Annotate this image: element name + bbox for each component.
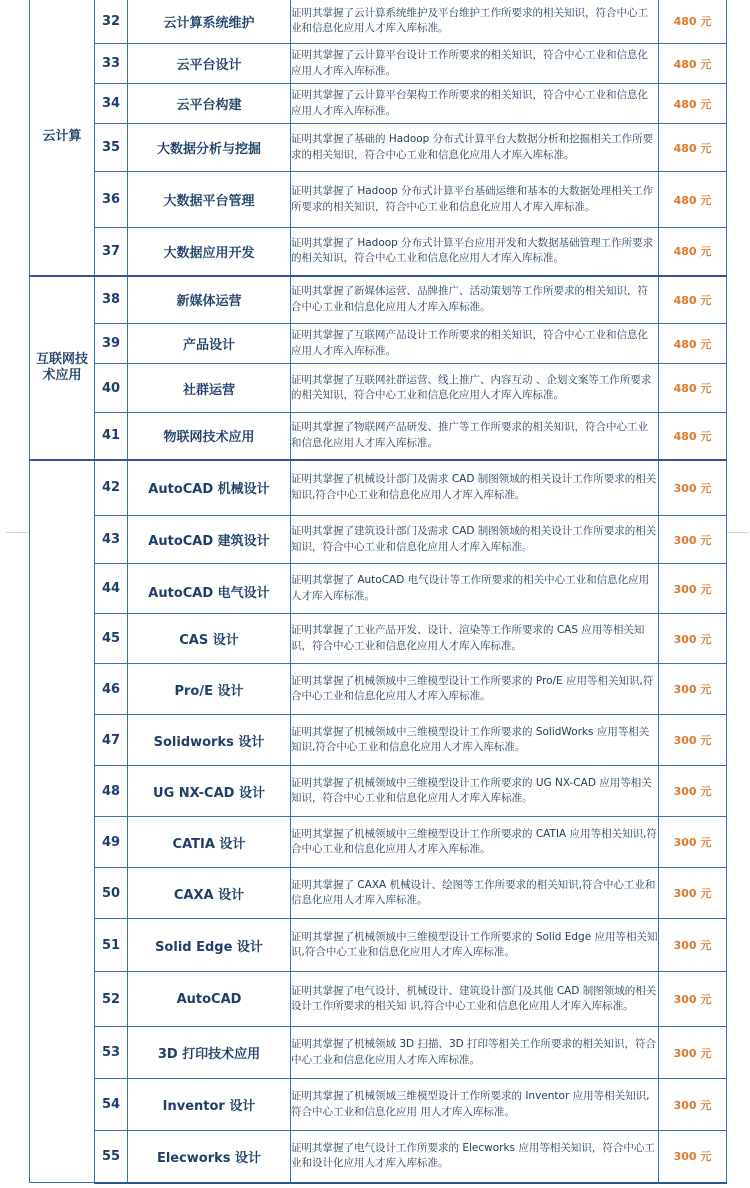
item-name: Pro/E 设计 [128, 664, 291, 715]
item-description: 证明其掌握了机械领域中三维模型设计工作所要求的 SolidWorks 应用等相关知识,符合中心工业和信息化应用人才库入库标准。 [291, 715, 659, 766]
item-description: 证明其掌握了机械设计部门及需求 CAD 制图领域的相关设计工作所要求的相关知识,符合中心工业和信息化应用人才库入库标准。 [291, 460, 659, 516]
item-price: 480 元 [659, 0, 727, 44]
item-name: CAS 设计 [128, 614, 291, 664]
table-row [30, 564, 727, 614]
table-row [30, 84, 727, 124]
item-price: 480 元 [659, 84, 727, 124]
item-name: AutoCAD 机械设计 [128, 460, 291, 516]
item-price: 300 元 [659, 460, 727, 516]
item-price: 300 元 [659, 766, 727, 817]
item-number: 39 [95, 324, 128, 364]
item-price: 300 元 [659, 919, 727, 972]
item-description: 证明其掌握了互联网社群运营、线上推广、内容互动 、企划文案等工作所要求的相关知识，符合中心工业和信息化应用人才库入库标准。 [291, 364, 659, 413]
item-price: 300 元 [659, 1027, 727, 1079]
item-number: 47 [95, 715, 128, 766]
item-name: 大数据平台管理 [128, 172, 291, 228]
item-description: 证明其掌握了云计算平台设计工作所要求的相关知识，符合中心工业和信息化应用人才库入库标准。 [291, 44, 659, 84]
table-row [30, 124, 727, 172]
item-description: 证明其掌握了互联网产品设计工作所要求的相关知识，符合中心工业和信息化应用人才库入库标准。 [291, 324, 659, 364]
item-number: 49 [95, 817, 128, 868]
item-price: 300 元 [659, 1131, 727, 1183]
item-price: 480 元 [659, 413, 727, 460]
table-row [30, 919, 727, 972]
item-price: 300 元 [659, 972, 727, 1027]
item-price: 480 元 [659, 324, 727, 364]
item-description: 证明其掌握了建筑设计部门及需求 CAD 制图领域的相关设计工作所要求的相关知识，符合中心工业和信息化应用人才库入库标准。 [291, 516, 659, 564]
item-name: 新媒体运营 [128, 276, 291, 324]
table-row [30, 0, 727, 44]
item-price: 480 元 [659, 172, 727, 228]
item-description: 证明其掌握了电气设计工作所要求的 Elecworks 应用等相关知识，符合中心工业和设计化应用人才库入库标准。 [291, 1131, 659, 1183]
item-price: 480 元 [659, 228, 727, 276]
item-price: 300 元 [659, 1079, 727, 1131]
item-name: AutoCAD [128, 972, 291, 1027]
item-number: 41 [95, 413, 128, 460]
item-name: 云计算系统维护 [128, 0, 291, 44]
item-number: 37 [95, 228, 128, 276]
item-number: 36 [95, 172, 128, 228]
item-description: 证明其掌握了云计算平台架构工作所要求的相关知识，符合中心工业和信息化应用人才库入库标准。 [291, 84, 659, 124]
item-description: 证明其掌握了 AutoCAD 电气设计等工作所要求的相关中心工业和信息化应用人才库入库标准。 [291, 564, 659, 614]
item-description: 证明其掌握了机械领域中三维模型设计工作所要求的 Solid Edge 应用等相关知识,符合中心工业和信息化应用人才库入库标准。 [291, 919, 659, 972]
item-description: 证明其掌握了 Hadoop 分布式计算平台基础运维和基本的大数据处理相关工作所要求的相关知识，符合中心工业和信息化应用人才库入库标准。 [291, 172, 659, 228]
table-row [30, 972, 727, 1027]
table-row [30, 1131, 727, 1183]
item-description: 证明其掌握了机械领域三维模型设计工作所要求的 Inventor 应用等相关知识,符合中心工业和信息化应用 用人才库入库标准。 [291, 1079, 659, 1131]
item-number: 43 [95, 516, 128, 564]
item-description: 证明其掌握了工业产品开发、设计、渲染等工作所要求的 CAS 应用等相关知识，符合中心工业和信息化应用人才库入库标准。 [291, 614, 659, 664]
item-number: 42 [95, 460, 128, 516]
item-number: 50 [95, 868, 128, 919]
item-price: 480 元 [659, 124, 727, 172]
item-description: 证明其掌握了机械领域中三维模型设计工作所要求的 Pro/E 应用等相关知识,符合中心工业和信息化应用人才库入库标准。 [291, 664, 659, 715]
table-row [30, 868, 727, 919]
item-number: 38 [95, 276, 128, 324]
table-row [30, 460, 727, 516]
item-price: 300 元 [659, 868, 727, 919]
item-name: 云平台构建 [128, 84, 291, 124]
table-row [30, 413, 727, 460]
page-edge-mark-left [6, 532, 28, 533]
category-cell: 互联网技术应用 [30, 276, 95, 460]
item-name: 物联网技术应用 [128, 413, 291, 460]
item-number: 46 [95, 664, 128, 715]
item-price: 480 元 [659, 364, 727, 413]
item-name: UG NX-CAD 设计 [128, 766, 291, 817]
item-description: 证明其掌握了机械领域中三维模型设计工作所要求的 CATIA 应用等相关知识,符合中心工业和信息化应用人才库入库标准。 [291, 817, 659, 868]
table-row [30, 817, 727, 868]
table-row [30, 172, 727, 228]
table-row [30, 276, 727, 324]
item-name: 3D 打印技术应用 [128, 1027, 291, 1079]
item-price: 300 元 [659, 516, 727, 564]
item-name: 云平台设计 [128, 44, 291, 84]
item-number: 35 [95, 124, 128, 172]
item-number: 51 [95, 919, 128, 972]
item-name: Inventor 设计 [128, 1079, 291, 1131]
item-description: 证明其掌握了电气设计、机械设计、建筑设计部门及其他 CAD 制图领域的相关设计工作所要求的相关知 识,符合中心工业和信息化应用人才库入库标准。 [291, 972, 659, 1027]
table-row [30, 664, 727, 715]
page-edge-mark-right [727, 532, 749, 533]
item-description: 证明其掌握了新媒体运营、品牌推广、活动策划等工作所要求的相关知识，符合中心工业和信息化应用人才库入库标准。 [291, 276, 659, 324]
item-number: 45 [95, 614, 128, 664]
item-description: 证明其掌握了云计算系统维护及平台维护工作所要求的相关知识，符合中心工业和信息化应用人才库入库标准。 [291, 0, 659, 44]
item-price: 300 元 [659, 664, 727, 715]
item-number: 32 [95, 0, 128, 44]
item-number: 54 [95, 1079, 128, 1131]
table-row [30, 766, 727, 817]
item-description: 证明其掌握了基础的 Hadoop 分布式计算平台大数据分析和挖掘相关工作所要求的相关知识，符合中心工业和信息化应用人才库入库标准。 [291, 124, 659, 172]
item-price: 480 元 [659, 44, 727, 84]
item-price: 300 元 [659, 564, 727, 614]
item-name: Solid Edge 设计 [128, 919, 291, 972]
table-row [30, 614, 727, 664]
item-number: 34 [95, 84, 128, 124]
item-price: 300 元 [659, 715, 727, 766]
category-cell [30, 460, 95, 1183]
item-price: 300 元 [659, 817, 727, 868]
item-name: 大数据应用开发 [128, 228, 291, 276]
item-price: 480 元 [659, 276, 727, 324]
item-name: Solidworks 设计 [128, 715, 291, 766]
item-number: 52 [95, 972, 128, 1027]
category-cell: 云计算 [30, 0, 95, 276]
table-row [30, 1079, 727, 1131]
item-name: 大数据分析与挖掘 [128, 124, 291, 172]
item-description: 证明其掌握了机械领域 3D 扫描、3D 打印等相关工作所要求的相关知识，符合中心工业和信息化应用人才库入库标准。 [291, 1027, 659, 1079]
table-row [30, 228, 727, 276]
item-number: 40 [95, 364, 128, 413]
item-name: AutoCAD 电气设计 [128, 564, 291, 614]
item-name: 社群运营 [128, 364, 291, 413]
table-row [30, 324, 727, 364]
item-number: 33 [95, 44, 128, 84]
item-name: CATIA 设计 [128, 817, 291, 868]
item-price: 300 元 [659, 614, 727, 664]
item-name: CAXA 设计 [128, 868, 291, 919]
item-name: AutoCAD 建筑设计 [128, 516, 291, 564]
item-description: 证明其掌握了 Hadoop 分布式计算平台应用开发和大数据基础管理工作所要求的相关知识，符合中心工业和信息化应用人才库入库标准。 [291, 228, 659, 276]
item-number: 48 [95, 766, 128, 817]
table-row [30, 1027, 727, 1079]
item-name: 产品设计 [128, 324, 291, 364]
item-description: 证明其掌握了机械领域中三维模型设计工作所要求的 UG NX-CAD 应用等相关知识，符合中心工业和信息化应用人才库入库标准。 [291, 766, 659, 817]
table-row [30, 364, 727, 413]
item-description: 证明其掌握了物联网产品研发、推广等工作所要求的相关知识，符合中心工业和信息化应用人才库入库标准。 [291, 413, 659, 460]
item-number: 53 [95, 1027, 128, 1079]
item-number: 44 [95, 564, 128, 614]
item-name: Elecworks 设计 [128, 1131, 291, 1183]
table-row [30, 516, 727, 564]
item-number: 55 [95, 1131, 128, 1183]
table-row [30, 44, 727, 84]
item-description: 证明其掌握了 CAXA 机械设计、绘图等工作所要求的相关知识,符合中心工业和信息化应用人才库入库标准。 [291, 868, 659, 919]
certification-table [29, 0, 727, 1184]
table-row [30, 715, 727, 766]
